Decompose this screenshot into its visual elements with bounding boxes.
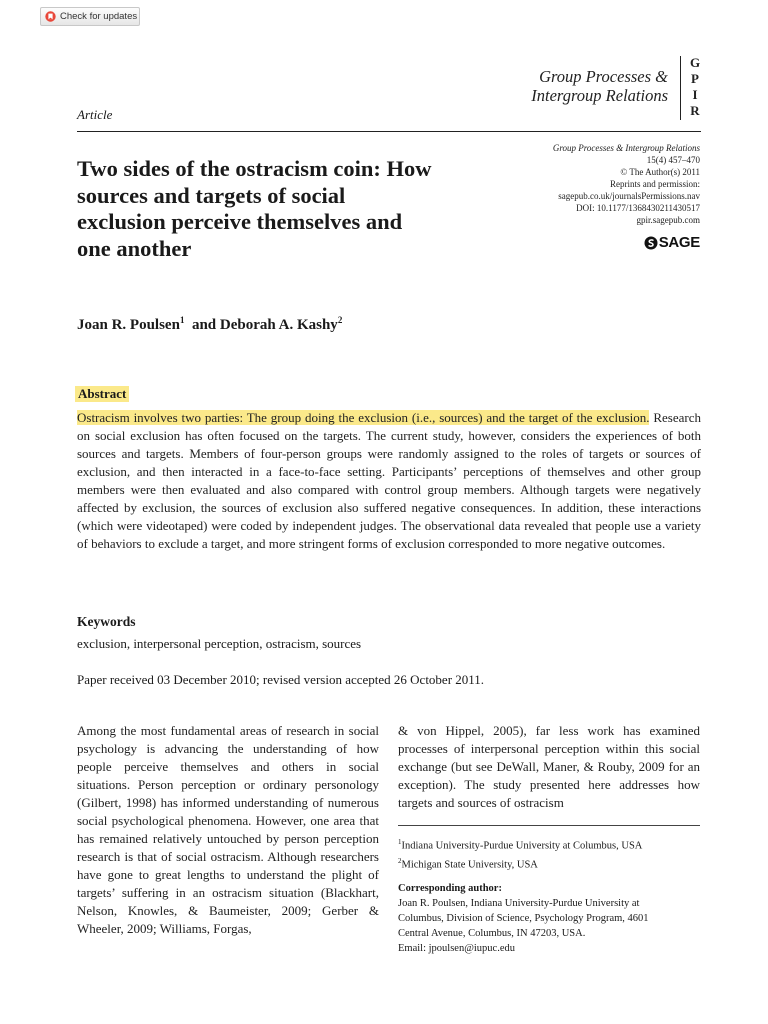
sage-logo-text: SAGE bbox=[658, 234, 700, 251]
author-affiliation-mark: 2 bbox=[337, 315, 343, 325]
keywords-text: exclusion, interpersonal perception, ostracism, sources bbox=[77, 636, 362, 651]
meta-volume-pages: 15(4) 457–470 bbox=[646, 155, 700, 165]
journal-name-line1: Group Processes & bbox=[539, 67, 668, 86]
check-for-updates-button[interactable] bbox=[40, 7, 140, 26]
journal-letter: I bbox=[692, 87, 698, 102]
meta-reprints-link[interactable]: sagepub.co.uk/journalsPermissions.nav bbox=[558, 191, 700, 201]
check-for-updates-label: Check for updates bbox=[60, 11, 138, 22]
footnote-rule bbox=[398, 825, 700, 826]
meta-journal-name: Group Processes & Intergroup Relations bbox=[552, 143, 700, 153]
author-affiliation-mark: 1 bbox=[179, 315, 185, 325]
meta-doi[interactable]: DOI: 10.1177/1368430211430517 bbox=[576, 203, 700, 213]
affiliation-item bbox=[398, 854, 642, 873]
body-column-right: & von Hippel, 2005), far less work has examined processes of interpersonal perception within this social exchange (but see DeWall, Maner, & Rouby, 2009 for an exception). The study presented here addresses how targets and sources of ostracism bbox=[398, 723, 700, 810]
author-list bbox=[77, 315, 342, 334]
sage-logo-icon bbox=[644, 236, 658, 250]
article-title: Two sides of the ostracism coin: How sources and targets of social exclusion perceive themselves and one another bbox=[77, 156, 432, 261]
affiliation-mark: 1 bbox=[398, 838, 402, 846]
meta-site-link[interactable]: gpir.sagepub.com bbox=[636, 215, 700, 225]
corresponding-author bbox=[398, 881, 700, 956]
keywords-heading: Keywords bbox=[77, 614, 136, 629]
corresponding-author-line: Central Avenue, Columbus, IN 47203, USA. bbox=[398, 928, 586, 939]
journal-letter: R bbox=[690, 103, 700, 118]
author-name: Deborah A. Kashy bbox=[219, 317, 338, 333]
author-connector: and bbox=[191, 317, 217, 333]
bookmark-icon bbox=[45, 11, 56, 22]
affiliation-item bbox=[398, 835, 642, 854]
corresponding-author-line: Columbus, Division of Science, Psychology Program, 4601 bbox=[398, 913, 649, 924]
meta-reprints: Reprints and permission: bbox=[610, 179, 700, 189]
journal-name bbox=[531, 67, 668, 105]
journal-abbreviation bbox=[688, 55, 702, 119]
affiliation-mark: 2 bbox=[398, 856, 402, 865]
abstract-text: Research on social exclusion has often focused on the targets. The current study, however, considers the experiences of both sources and targets. Members of four-person groups were randomly assigned to the roles of targets or sources of exclusion, and then interacted in a face-to-face setting. Participants’ perceptions of themselves and other group members were then evaluated and also compared with control group members. Although targets were negatively affected by exclusion, the sources of exclusion also suffered negative consequences. In addition, these interactions (which were videotaped) were coded by independent judges. The observational data revealed that people use a variety of behaviors to exclude a target, and more stringent forms of exclusion corresponded to more negative outcomes. bbox=[77, 410, 701, 551]
author-name: Joan R. Poulsen bbox=[77, 317, 180, 333]
meta-copyright: © The Author(s) 2011 bbox=[620, 167, 700, 177]
article-type: Article bbox=[77, 107, 113, 122]
abstract-body bbox=[77, 409, 701, 553]
publication-meta bbox=[553, 142, 700, 226]
affiliation-text: Michigan State University, USA bbox=[401, 859, 538, 870]
journal-letter: G bbox=[689, 55, 701, 70]
journal-name-line2: Intergroup Relations bbox=[531, 86, 668, 105]
abstract-heading: Abstract bbox=[75, 386, 129, 402]
corresponding-author-heading: Corresponding author: bbox=[398, 883, 502, 894]
affiliation-text: Indiana University-Purdue University at Columbus, USA bbox=[401, 840, 643, 852]
journal-letter: P bbox=[691, 71, 699, 86]
sage-logo bbox=[644, 234, 700, 251]
corresponding-author-email[interactable]: Email: jpoulsen@iupuc.edu bbox=[398, 943, 515, 954]
received-dates: Paper received 03 December 2010; revised version accepted 26 October 2011. bbox=[77, 672, 485, 687]
abstract-highlighted-text: Ostracism involves two parties: The group doing the exclusion (i.e., sources) and the target of the exclusion. bbox=[77, 410, 650, 425]
body-column-left: Among the most fundamental areas of research in social psychology is advancing the understanding of how people perceive themselves and others in social situations. Person perception or ordinary personology (Gilbert, 1998) has informed understanding of numerous social psychological phenomena. However, one area that has remained relatively untouched by person perception research is that of social ostracism. Although researchers have gone to great lengths to understand the plight of targets’ suffering in an ostracism situation (Blackhart, Nelson, Knowles, & Baumeister, 2009; Gerber & Wheeler, 2009; Williams, Forgas, bbox=[77, 723, 379, 936]
journal-divider bbox=[680, 56, 681, 120]
header-rule bbox=[77, 131, 701, 132]
corresponding-author-line: Joan R. Poulsen, Indiana University-Purdue University at bbox=[398, 898, 640, 909]
affiliations bbox=[398, 835, 642, 872]
